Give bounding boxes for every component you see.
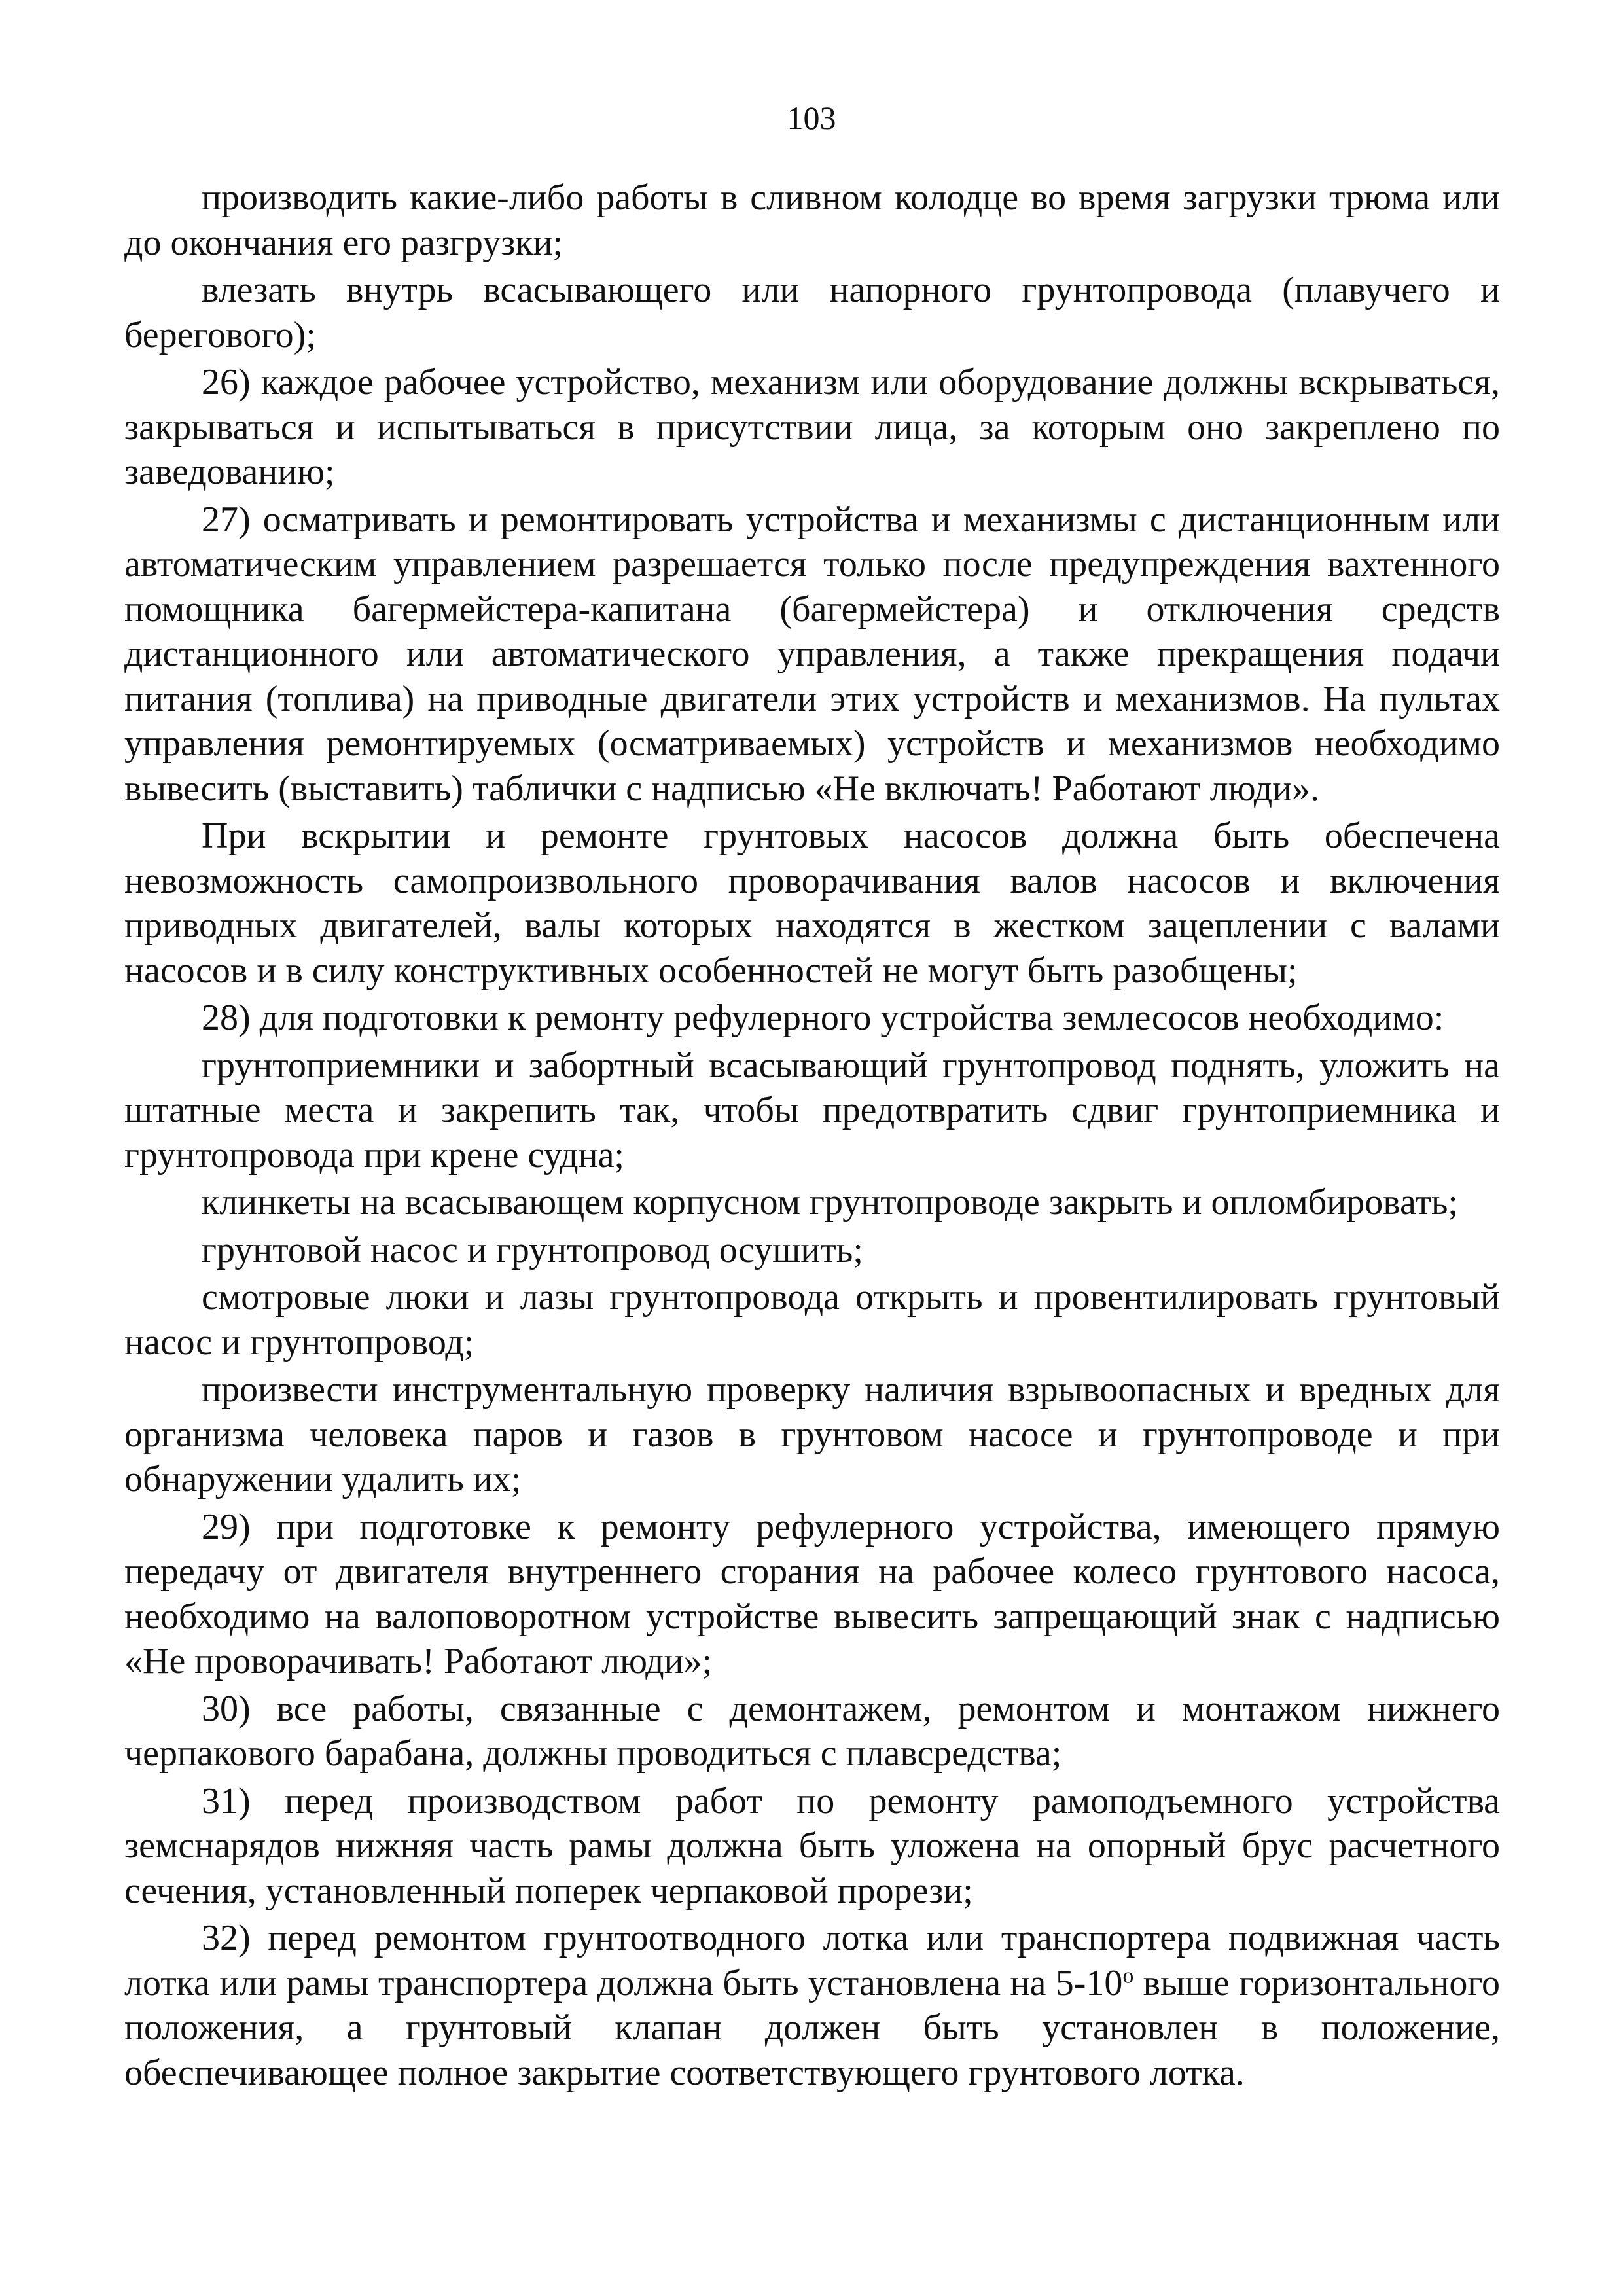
paragraph: произвести инструментальную проверку наличия взрывоопасных и вредных для организма человека паров и газов в грунтовом насосе и грунтопроводе и при обнаружении удалить их; — [124, 1369, 1500, 1499]
paragraph-last — [124, 1916, 1500, 2095]
paragraph: грунтовой насос и грунтопровод осушить; — [202, 1229, 863, 1270]
paragraph: производить какие-либо работы в сливном колодце во время загрузки трюма или до окончания его разгрузки; — [124, 177, 1500, 263]
paragraph: 31) перед производством работ по ремонту рамоподъемного устройства земснарядов нижняя часть рамы должна быть уложена на опорный брус расчетного сечения, установленный поперек черпаковой прорези; — [124, 1780, 1500, 1911]
paragraph: 28) для подготовки к ремонту рефулерного устройства землесосов необходимо: — [202, 997, 1444, 1038]
paragraph-last-end: выше горизонтального положения, а грунтовый клапан должен быть установлен в положение, обеспечивающее полное закрытие соответствующего грунтового лотка. — [124, 1962, 1500, 2093]
page-number: 103 — [787, 99, 836, 136]
paragraph: грунтоприемники и забортный всасывающий грунтопровод поднять, уложить на штатные места и закрепить так, чтобы предотвратить сдвиг грунтоприемника и грунтопровода при крене судна; — [124, 1045, 1500, 1175]
degree-superscript: о — [1122, 1964, 1134, 1988]
paragraph: влезать внутрь всасывающего или напорного грунтопровода (плавучего и берегового); — [124, 270, 1500, 355]
paragraph: 29) при подготовке к ремонту рефулерного устройства, имеющего прямую передачу от двигателя внутреннего сгорания на рабочее колесо грунтового насоса, необходимо на валоповоротном устройстве вывесить запрещающий знак с надписью «Не проворачивать! Работают люди»; — [124, 1506, 1500, 1681]
paragraph: смотровые люки и лазы грунтопровода открыть и провентилировать грунтовый насос и грунтопровод; — [124, 1277, 1500, 1363]
paragraph: 27) осматривать и ремонтировать устройства и механизмы с дистанционным или автоматическим управлением разрешается только после предупреждения вахтенного помощника багермейстера-капитана (багермейстера) и отключения средств дистанционного или автоматического управления, а также прекращения подачи питания (топлива) на приводные двигатели этих устройств и механизмов. На пультах управления ремонтируемых (осматриваемых) устройств и механизмов необходимо вывесить (выставить) таблички с надписью «Не включать! Работают люди». — [124, 499, 1500, 809]
paragraph: При вскрытии и ремонте грунтовых насосов должна быть обеспечена невозможность самопроизвольного проворачивания валов насосов и включения приводных двигателей, валы которых находятся в жестком зацеплении с валами насосов и в силу конструктивных особенностей не могут быть разобщены; — [124, 816, 1500, 991]
paragraph: клинкеты на всасывающем корпусном грунтопроводе закрыть и опломбировать; — [202, 1182, 1458, 1223]
body-text — [124, 175, 1500, 2098]
paragraph: 26) каждое рабочее устройство, механизм или оборудование должны вскрываться, закрываться и испытываться в присутствии лица, за которым оно закреплено по заведованию; — [124, 362, 1500, 492]
paragraph-last-start: 32) перед ремонтом грунтоотводного лотка или транспортера подвижная часть лотка или рамы транспортера должна быть установлена на 5-10 — [124, 1918, 1500, 2003]
paragraph: 30) все работы, связанные с демонтажем, ремонтом и монтажом нижнего черпакового барабана, должны проводиться с плавсредства; — [124, 1688, 1500, 1774]
